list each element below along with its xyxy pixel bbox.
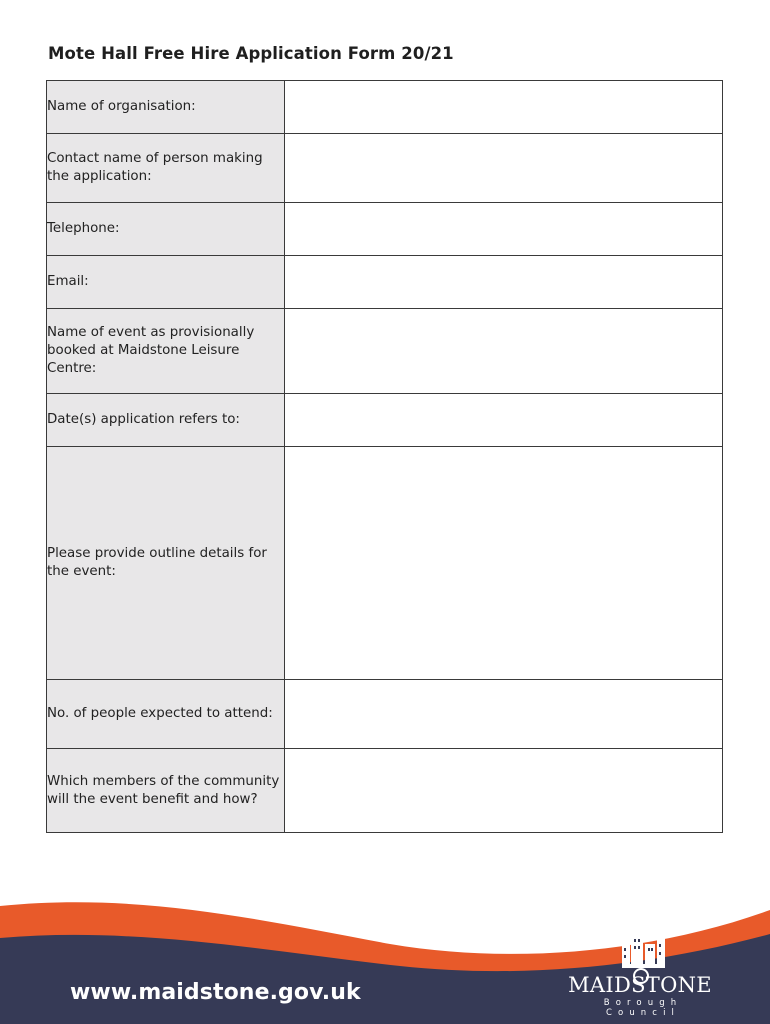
event-details-field[interactable] bbox=[285, 447, 723, 680]
label-attendance: No. of people expected to attend: bbox=[47, 680, 285, 749]
form-row-event-details bbox=[47, 447, 723, 680]
logo-subtitle: Borough Council bbox=[603, 998, 683, 1018]
website-url[interactable]: www.maidstone.gov.uk bbox=[70, 980, 361, 1005]
form-row-event-name bbox=[47, 309, 723, 394]
event-name-field[interactable] bbox=[285, 309, 723, 394]
form-row-attendance bbox=[47, 680, 723, 749]
form-row-telephone bbox=[47, 203, 723, 256]
attendance-field[interactable] bbox=[285, 680, 723, 749]
form-row-community-benefit bbox=[47, 749, 723, 833]
label-event-details: Please provide outline details for the event: bbox=[47, 447, 285, 680]
label-email: Email: bbox=[47, 256, 285, 309]
label-telephone: Telephone: bbox=[47, 203, 285, 256]
form-title: Mote Hall Free Hire Application Form 20/21 bbox=[48, 44, 454, 63]
label-community-benefit: Which members of the community will the event benefit and how? bbox=[47, 749, 285, 833]
label-event-name: Name of event as provisionally booked at Maidstone Leisure Centre: bbox=[47, 309, 285, 394]
label-dates: Date(s) application refers to: bbox=[47, 394, 285, 447]
form-row-contact bbox=[47, 134, 723, 203]
label-name-of-organisation: Name of organisation: bbox=[47, 81, 285, 134]
label-contact-name: Contact name of person making the application: bbox=[47, 134, 285, 203]
form-row-organisation bbox=[47, 81, 723, 134]
form-row-email bbox=[47, 256, 723, 309]
form-row-dates bbox=[47, 394, 723, 447]
dates-field[interactable] bbox=[285, 394, 723, 447]
telephone-field[interactable] bbox=[285, 203, 723, 256]
application-form-table bbox=[46, 80, 723, 833]
organisation-name-field[interactable] bbox=[285, 81, 723, 134]
logo-name: MAIDSTONE bbox=[568, 973, 712, 997]
contact-name-field[interactable] bbox=[285, 134, 723, 203]
community-benefit-field[interactable] bbox=[285, 749, 723, 833]
email-field[interactable] bbox=[285, 256, 723, 309]
